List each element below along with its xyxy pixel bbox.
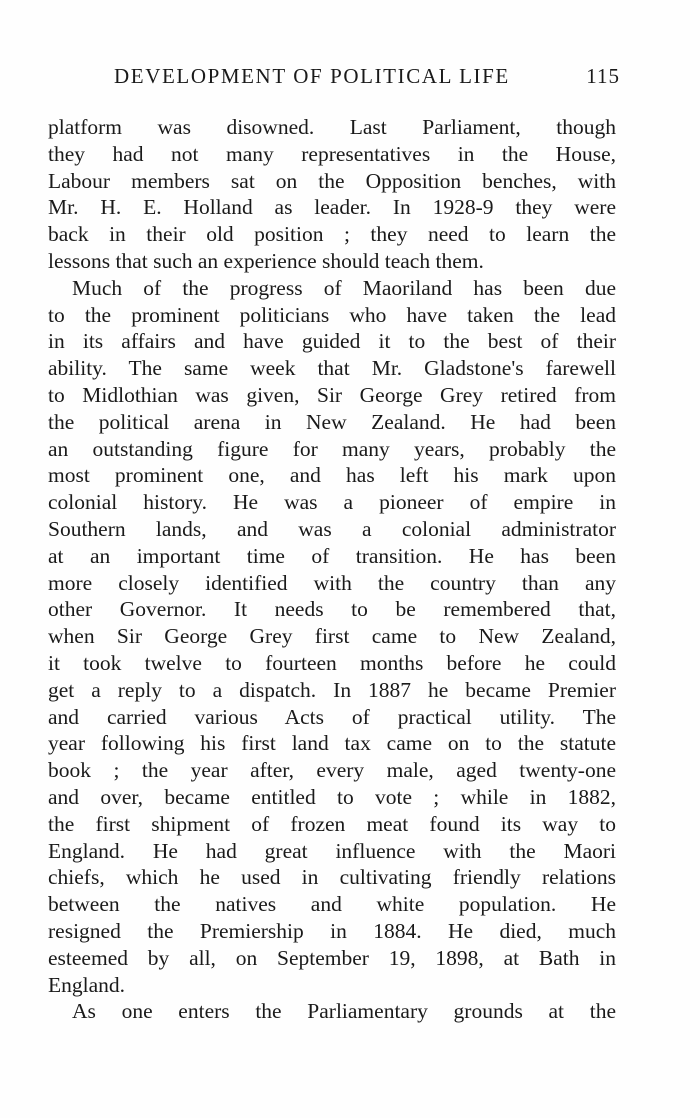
text-line: ability. The same week that Mr. Gladstone's farewell xyxy=(48,356,616,381)
page-number: 115 xyxy=(586,64,620,88)
text-line: it took twelve to fourteen months before he could xyxy=(48,650,616,675)
text-line: at an important time of transition. He has been xyxy=(48,543,616,568)
text-line: Southern lands, and was a colonial administrator xyxy=(48,516,616,541)
text-line: more closely identified with the country than any xyxy=(48,570,616,595)
body-text xyxy=(48,114,616,1025)
text-line: resigned the Premiership in 1884. He died, much xyxy=(48,918,616,943)
text-line: in its affairs and have guided it to the best of their xyxy=(48,329,616,354)
text-line: As one enters the Parliamentary grounds at the xyxy=(72,999,616,1024)
text-line: the political arena in New Zealand. He had been xyxy=(48,409,616,434)
text-line: England. He had great influence with the Maori xyxy=(48,838,616,863)
text-line: they had not many representatives in the House, xyxy=(48,141,616,166)
text-line: esteemed by all, on September 19, 1898, at Bath in xyxy=(48,945,616,970)
text-line: the first shipment of frozen meat found its way to xyxy=(48,811,616,836)
text-line: back in their old position ; they need to learn the xyxy=(48,222,616,247)
paragraph xyxy=(48,114,616,275)
text-line: to the prominent politicians who have taken the lead xyxy=(48,302,616,327)
paragraph xyxy=(48,998,616,1025)
text-line: and over, became entitled to vote ; while in 1882, xyxy=(48,784,616,809)
text-line: colonial history. He was a pioneer of empire in xyxy=(48,490,616,515)
running-head xyxy=(48,64,620,98)
text-line: when Sir George Grey first came to New Zealand, xyxy=(48,624,616,649)
paragraph xyxy=(48,275,616,999)
text-line: chiefs, which he used in cultivating friendly relations xyxy=(48,865,616,890)
chapter-title: DEVELOPMENT OF POLITICAL LIFE xyxy=(114,64,510,88)
text-line: an outstanding figure for many years, probably the xyxy=(48,436,616,461)
text-line: between the natives and white population. He xyxy=(48,892,616,917)
text-line: lessons that such an experience should teach them. xyxy=(48,248,484,273)
text-line: year following his first land tax came on to the statute xyxy=(48,731,616,756)
text-line: get a reply to a dispatch. In 1887 he became Premier xyxy=(48,677,616,702)
text-line: book ; the year after, every male, aged twenty-one xyxy=(48,758,616,783)
text-line: Labour members sat on the Opposition benches, with xyxy=(48,168,616,193)
text-line: Much of the progress of Maoriland has been due xyxy=(72,275,616,300)
text-line: other Governor. It needs to be remembered that, xyxy=(48,597,616,622)
text-line: to Midlothian was given, Sir George Grey retired from xyxy=(48,382,616,407)
text-line: most prominent one, and has left his mark upon xyxy=(48,463,616,488)
text-line: platform was disowned. Last Parliament, though xyxy=(48,115,616,139)
text-line: and carried various Acts of practical utility. The xyxy=(48,704,616,729)
text-line: England. xyxy=(48,972,126,997)
text-line: Mr. H. E. Holland as leader. In 1928-9 they were xyxy=(48,195,616,220)
